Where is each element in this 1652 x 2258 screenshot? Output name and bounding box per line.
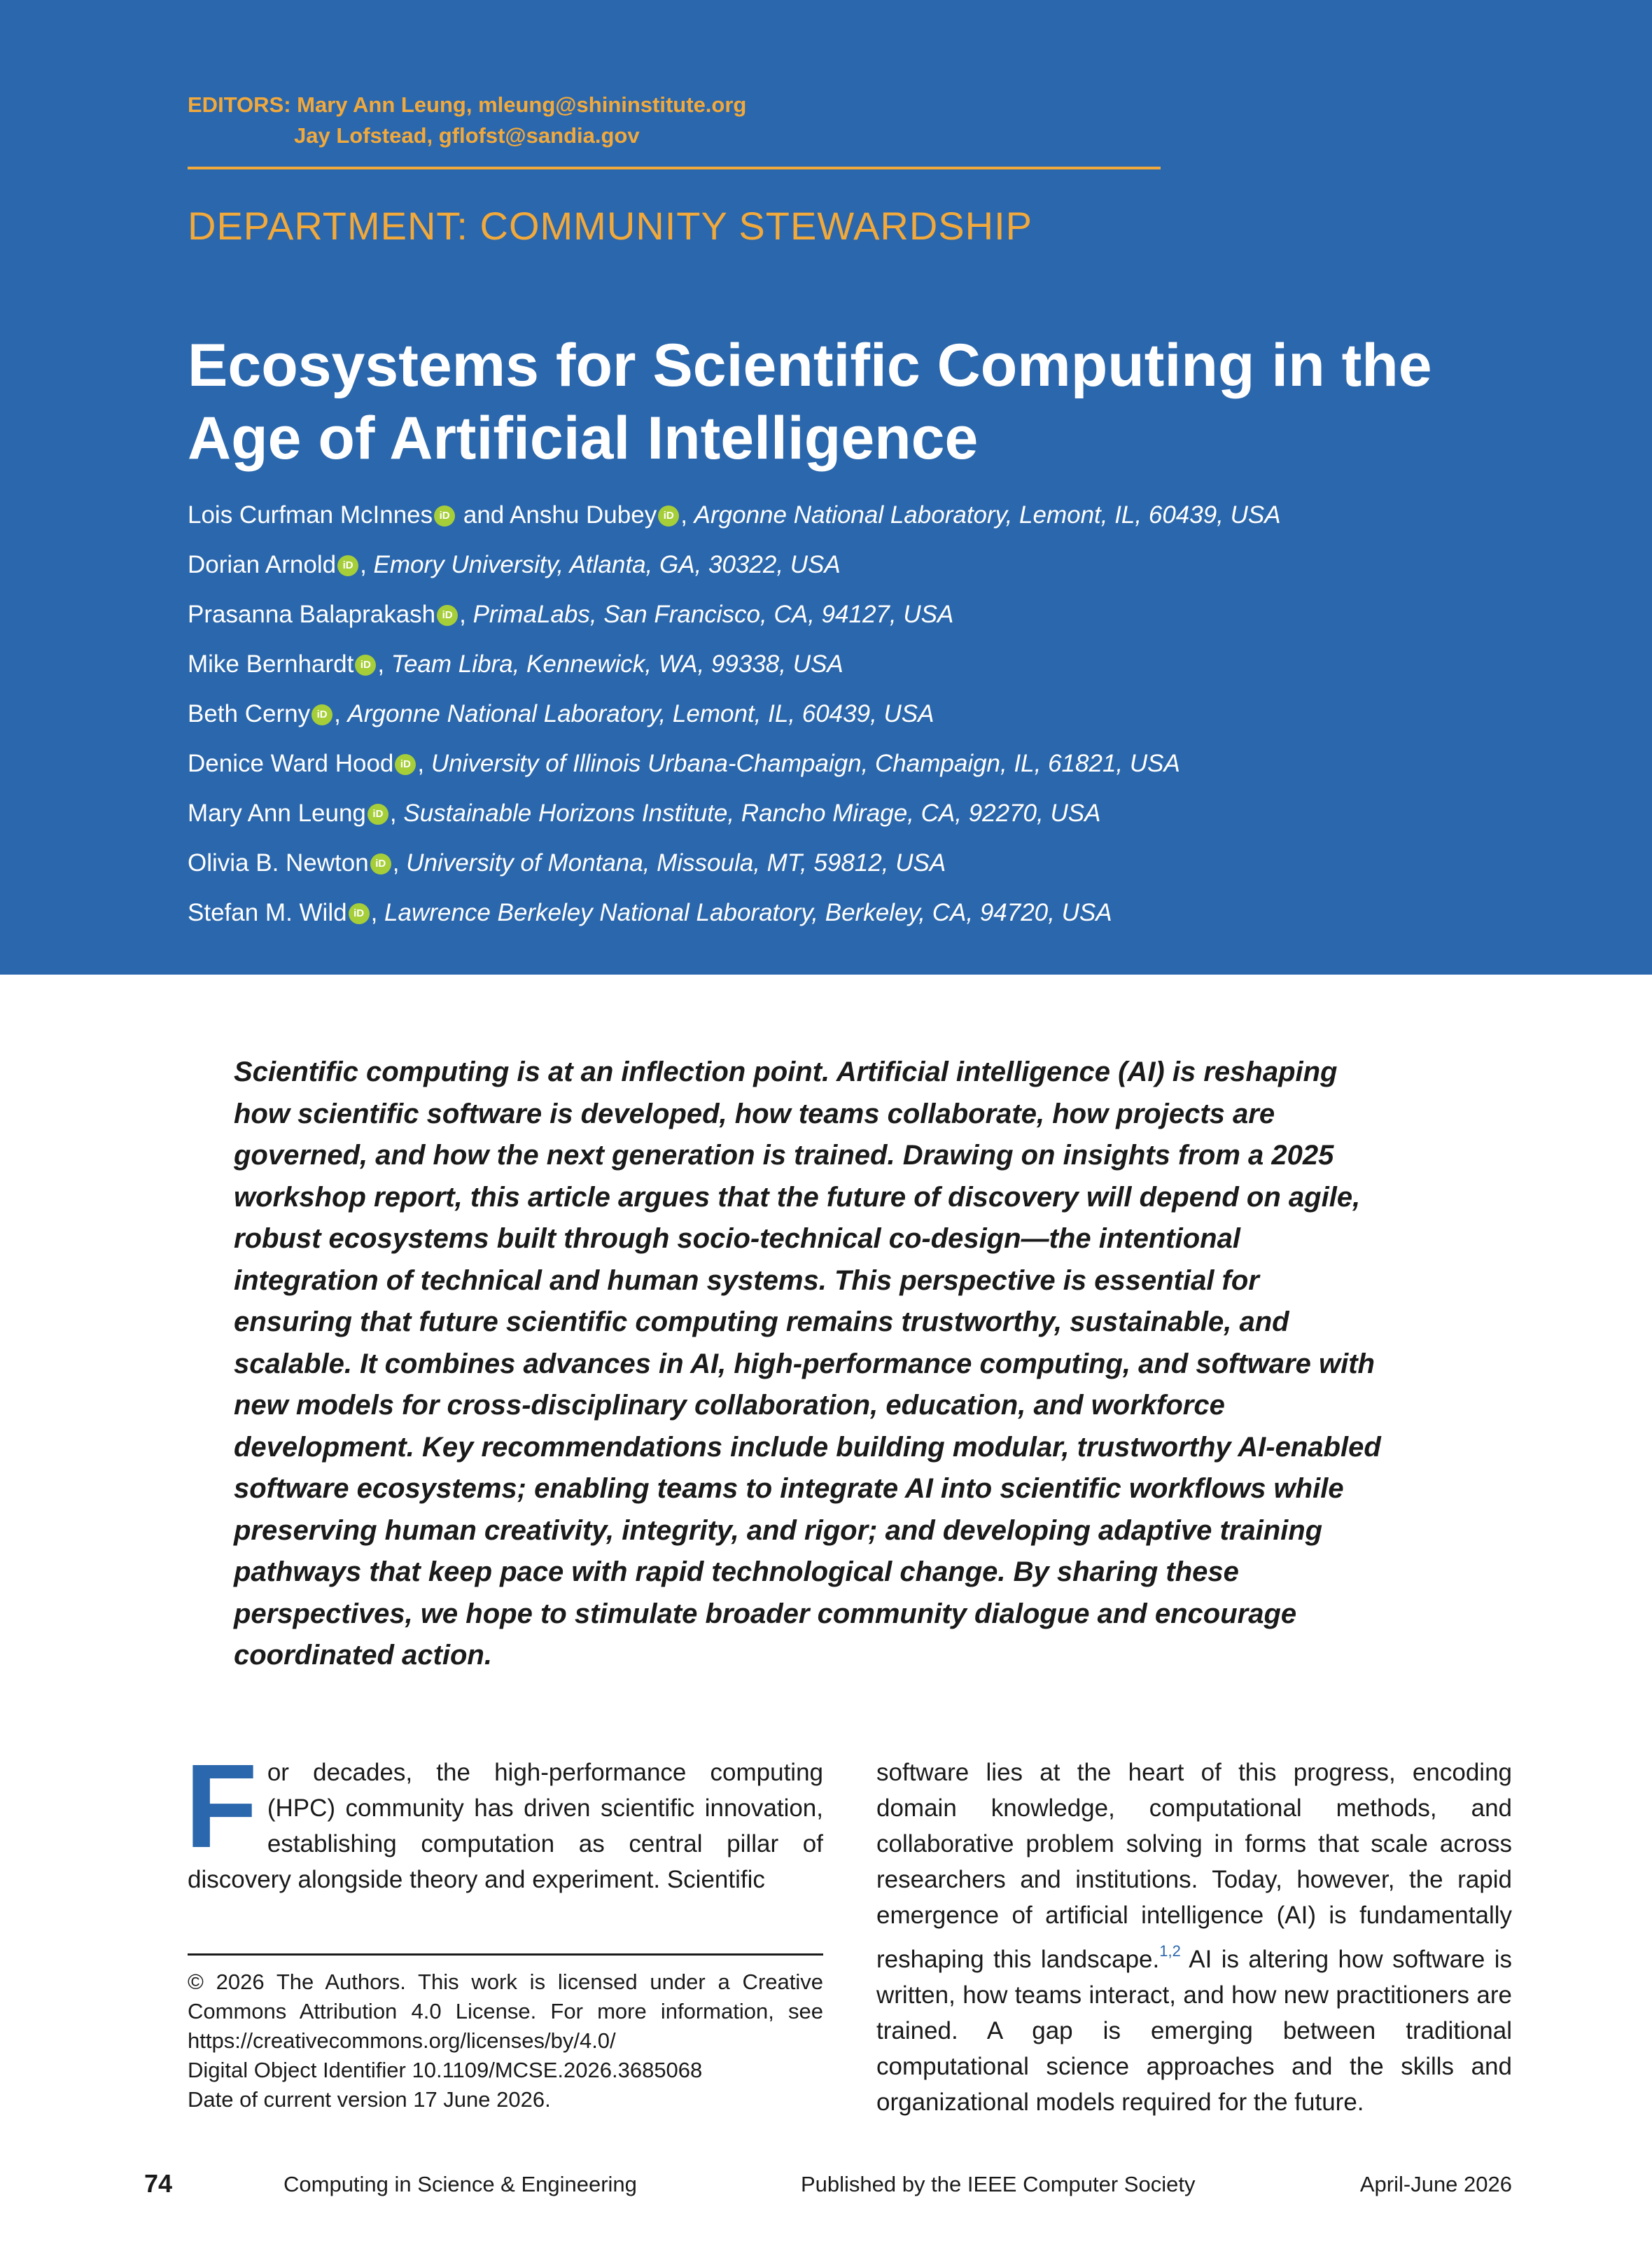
author-affiliation: PrimaLabs, San Francisco, CA, 94127, USA <box>472 601 954 628</box>
author-name: Prasanna Balaprakash <box>188 601 436 628</box>
publisher-line: Published by the IEEE Computer Society <box>801 2172 1196 2196</box>
author-affiliation: Sustainable Horizons Institute, Rancho Mirage, CA, 92270, USA <box>403 800 1101 827</box>
body-paragraph: or decades, the high-performance computing (HPC) community has driven scientific innovation, establishing computation as central pillar of discovery alongside theory and experiment. Scientific <box>188 1759 823 1893</box>
citation-link[interactable]: 1,2 <box>1159 1942 1181 1960</box>
editors-line-2: Jay Lofstead, gflofst@sandia.gov <box>294 123 640 148</box>
body-column-left <box>185 1740 823 1897</box>
author-name: Mary Ann Leung <box>188 800 366 827</box>
author-line: Prasanna Balaprakash iD , PrimaLabs, San Francisco, CA, 94127, USA <box>188 601 954 628</box>
author-line: Denice Ward Hood iD , University of Illinois Urbana-Champaign, Champaign, IL, 61821, USA <box>188 750 1180 777</box>
page-footer <box>0 2169 1652 2204</box>
orcid-icon[interactable]: iD <box>349 903 370 924</box>
orcid-icon[interactable]: iD <box>312 704 332 725</box>
author-name: Lois Curfman McInnes <box>188 501 433 529</box>
author-name: Olivia B. Newton <box>188 849 369 877</box>
drop-cap: F <box>185 1740 258 1873</box>
page-number: 74 <box>144 2169 173 2198</box>
version-date: Date of current version 17 June 2026. <box>188 2087 551 2112</box>
author-line: Mike Bernhardt iD , Team Libra, Kennewick, WA, 99338, USA <box>188 650 844 678</box>
author-affiliation: Argonne National Laboratory, Lemont, IL, 60439, USA <box>347 700 934 727</box>
body-paragraph <box>876 1755 1512 2120</box>
author-affiliation: Team Libra, Kennewick, WA, 99338, USA <box>391 650 844 678</box>
footnote-divider <box>188 1953 823 1956</box>
journal-name: Computing in Science & Engineering <box>284 2172 637 2196</box>
author-name: Stefan M. Wild <box>188 899 347 926</box>
orcid-icon[interactable]: iD <box>434 506 455 527</box>
author-affiliation: Lawrence Berkeley National Laboratory, Berkeley, CA, 94720, USA <box>384 899 1112 926</box>
orcid-icon[interactable]: iD <box>437 605 458 626</box>
orcid-icon[interactable]: iD <box>395 754 416 775</box>
author-list <box>188 490 1281 938</box>
author-name: Beth Cerny <box>188 700 311 727</box>
header-band <box>0 0 1652 975</box>
body-text: AI is altering how software is written, how teams interact, and how new practitioners are trained. A gap is emerging between traditional computational science approaches and the skills and organizational models required for the future. <box>876 1946 1512 2116</box>
author-line: Lois Curfman McInnes iD and Anshu Dubey iD , Argonne National Laboratory, Lemont, IL, 60439, USA <box>188 501 1281 529</box>
author-line: Olivia B. Newton iD , University of Montana, Missoula, MT, 59812, USA <box>188 849 946 877</box>
department-label: DEPARTMENT: COMMUNITY STEWARDSHIP <box>188 204 1033 248</box>
orcid-icon[interactable]: iD <box>355 655 376 676</box>
author-affiliation: University of Illinois Urbana-Champaign, Champaign, IL, 61821, USA <box>430 750 1180 777</box>
orcid-icon[interactable]: iD <box>337 555 358 576</box>
orcid-icon[interactable]: iD <box>368 804 388 825</box>
author-name: and Anshu Dubey <box>463 501 657 529</box>
license-text: © 2026 The Authors. This work is licensed under a Creative Commons Attribution 4.0 License. For more information, see https://creativecommons.org/licenses/by/4.0/ <box>188 1970 823 2053</box>
author-affiliation: University of Montana, Missoula, MT, 59812, USA <box>406 849 946 877</box>
author-name: Denice Ward Hood <box>188 750 394 777</box>
body-text: software lies at the heart of this progress, encoding domain knowledge, computational methods, and collaborative problem solving in forms that scale across researchers and institutions. Today, however, the rapid emergence of artificial intelligence (AI) is fundamentally reshaping this landscape. <box>876 1759 1512 1973</box>
author-affiliation: Emory University, Atlanta, GA, 30322, USA <box>373 551 841 578</box>
doi-text: Digital Object Identifier 10.1109/MCSE.2026.3685068 <box>188 2058 703 2082</box>
body-column-right <box>876 1755 1512 2120</box>
license-footnote <box>188 1967 823 2114</box>
author-line: Stefan M. Wild iD , Lawrence Berkeley National Laboratory, Berkeley, CA, 94720, USA <box>188 899 1112 926</box>
author-line: Mary Ann Leung iD , Sustainable Horizons Institute, Rancho Mirage, CA, 92270, USA <box>188 800 1101 827</box>
header-divider <box>188 167 1161 169</box>
editors-block <box>188 90 746 151</box>
orcid-icon[interactable]: iD <box>658 506 679 527</box>
author-name: Dorian Arnold <box>188 551 337 578</box>
article-title: Ecosystems for Scientific Computing in the Age of Artificial Intelligence <box>188 332 1432 472</box>
orcid-icon[interactable]: iD <box>370 853 391 874</box>
author-line: Dorian Arnold iD , Emory University, Atlanta, GA, 30322, USA <box>188 551 841 578</box>
author-line: Beth Cerny iD , Argonne National Laboratory, Lemont, IL, 60439, USA <box>188 700 934 727</box>
editors-line-1: EDITORS: Mary Ann Leung, mleung@shininstitute.org <box>188 92 747 117</box>
issue-date: April-June 2026 <box>1359 2172 1512 2196</box>
author-affiliation: Argonne National Laboratory, Lemont, IL, 60439, USA <box>694 501 1281 529</box>
author-name: Mike Bernhardt <box>188 650 354 678</box>
abstract: Scientific computing is at an inflection point. Artificial intelligence (AI) is reshaping how scientific software is developed, how teams collaborate, how projects are governed, and how the next generation is trained. Drawing on insights from a 2025 workshop report, this article argues that the future of discovery will depend on agile, robust ecosystems built through socio-technical co-design—the intentional integration of technical and human systems. This perspective is essential for ensuring that future scientific computing remains trustworthy, sustainable, and scalable. It combines advances in AI, high-performance computing, and software with new models for cross-disciplinary collaboration, education, and workforce development. Key recommendations include building modular, trustworthy AI-enabled software ecosystems; enabling teams to integrate AI into scientific workflows while preserving human creativity, integrity, and rigor; and developing adaptive training pathways that keep pace with rapid technological change. By sharing these perspectives, we hope to stimulate broader community dialogue and encourage coordinated action. <box>234 1057 1381 1671</box>
